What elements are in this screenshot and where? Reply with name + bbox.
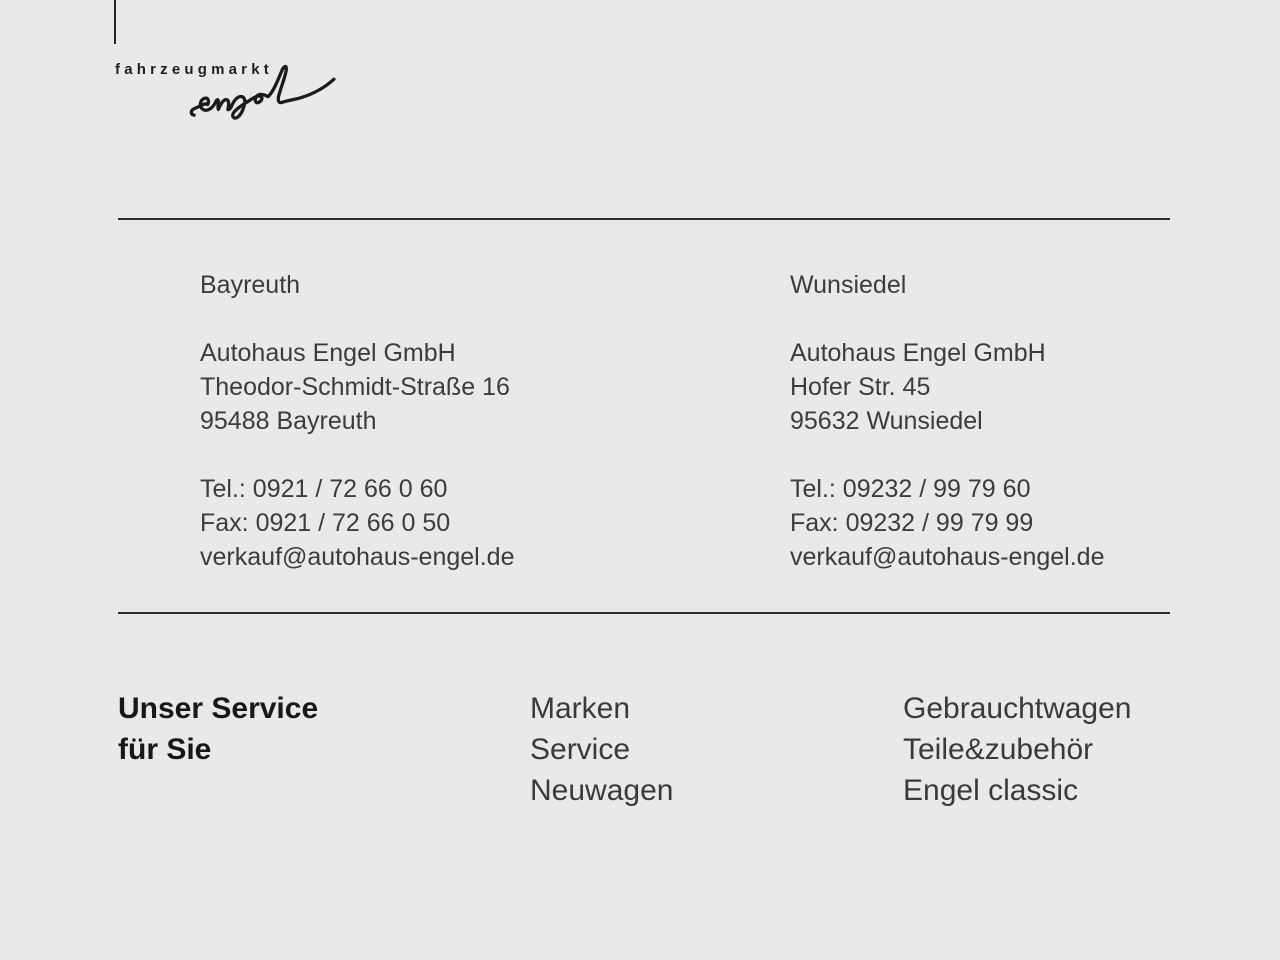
contact-block <box>790 472 1104 574</box>
nav-link-engel-classic[interactable]: Engel classic <box>903 774 1079 807</box>
brand-wordmark: fahrzeugmarkt <box>115 61 273 78</box>
service-nav-column-2 <box>903 688 1132 811</box>
phone-number: Tel.: 09232 / 99 79 60 <box>790 475 1031 503</box>
email-link[interactable]: verkauf@autohaus-engel.de <box>200 543 515 571</box>
location-bayreuth <box>200 268 514 574</box>
service-heading-line1: Unser Service <box>118 692 319 725</box>
phone-number: Tel.: 0921 / 72 66 0 60 <box>200 475 448 503</box>
nav-link-gebrauchtwagen[interactable]: Gebrauchtwagen <box>903 692 1132 725</box>
street: Theodor-Schmidt-Straße 16 <box>200 373 510 401</box>
fax-number: Fax: 0921 / 72 66 0 50 <box>200 509 451 537</box>
location-city: Wunsiedel <box>790 271 907 299</box>
nav-link-neuwagen[interactable]: Neuwagen <box>530 774 674 807</box>
zip-city: 95632 Wunsiedel <box>790 407 983 435</box>
fax-number: Fax: 09232 / 99 79 99 <box>790 509 1034 537</box>
service-heading-line2: für Sie <box>118 733 212 766</box>
nav-link-service[interactable]: Service <box>530 733 631 766</box>
address-block <box>200 336 514 438</box>
company-name: Autohaus Engel GmbH <box>790 339 1046 367</box>
divider-top <box>118 218 1170 220</box>
email-link[interactable]: verkauf@autohaus-engel.de <box>790 543 1105 571</box>
service-heading <box>118 688 318 770</box>
company-name: Autohaus Engel GmbH <box>200 339 456 367</box>
service-nav-column-1 <box>530 688 673 811</box>
nav-link-marken[interactable]: Marken <box>530 692 631 725</box>
address-block <box>790 336 1104 438</box>
contact-block <box>200 472 514 574</box>
brand-script-engel-icon <box>186 52 344 120</box>
nav-link-teile-zubehoer[interactable]: Teile&zubehör <box>903 733 1094 766</box>
location-city: Bayreuth <box>200 271 301 299</box>
zip-city: 95488 Bayreuth <box>200 407 377 435</box>
street: Hofer Str. 45 <box>790 373 931 401</box>
divider-bottom <box>118 612 1170 614</box>
brand-logo[interactable] <box>0 0 360 130</box>
location-wunsiedel <box>790 268 1104 574</box>
